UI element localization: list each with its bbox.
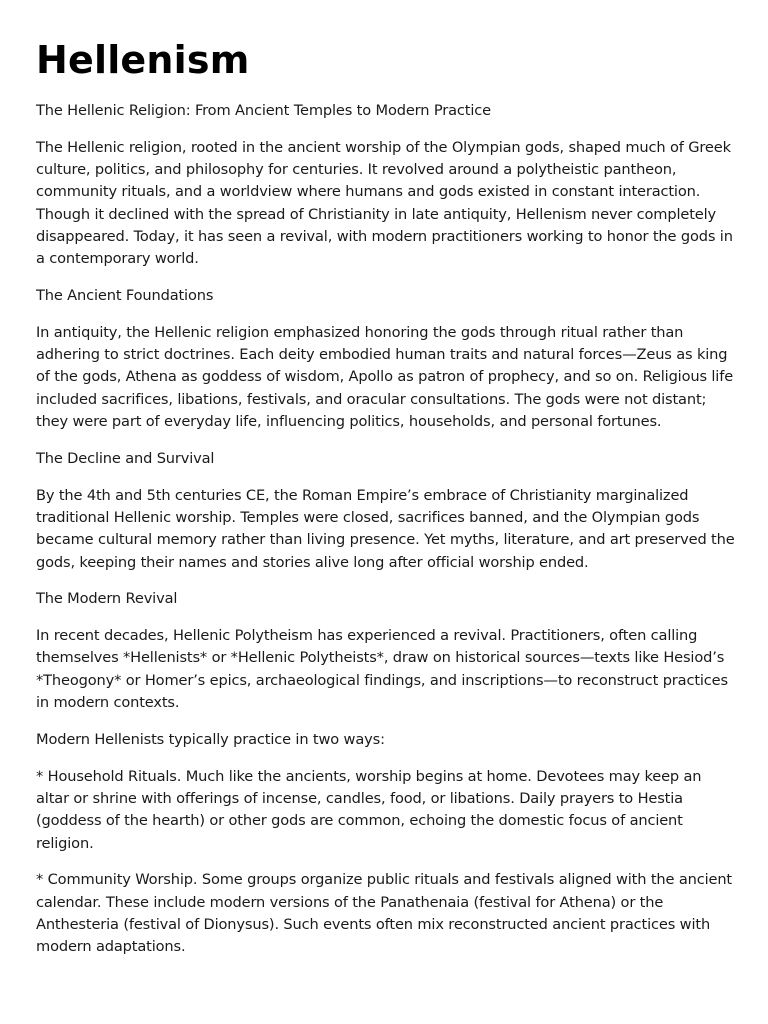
intro-paragraph: The Hellenic religion, rooted in the ancient worship of the Olympian gods, shaped much of Greek culture, politics, and philosophy for centuries. It revolved around a polytheistic pantheon, community rituals, and a worldview where humans and gods existed in constant interaction. Though it declined with the spread of Christianity in late antiquity, Hellenism never completely disappeared. Today, it has seen a revival, with modern practitioners working to honor the gods in a contemporary world. xyxy=(36,138,733,268)
section-heading-ancient-foundations: The Ancient Foundations xyxy=(36,287,214,305)
section-body-decline-survival: By the 4th and 5th centuries CE, the Roman Empire’s embrace of Christianity marginalized traditional Hellenic worship. Temples were closed, sacrifices banned, and the Olympian gods became cultural memory rather than living presence. Yet myths, literature, and art preserved the gods, keeping their names and stories alive long after official worship ended. xyxy=(36,486,735,571)
section-heading-modern-revival: The Modern Revival xyxy=(36,590,178,608)
document-subtitle: The Hellenic Religion: From Ancient Temples to Modern Practice xyxy=(36,102,491,119)
practice-community-worship: * Community Worship. Some groups organize public rituals and festivals aligned with the ancient calendar. These include modern versions of the Panathenaia (festival for Athena) or the Anthesteria (festival of Dionysus). Such events often mix reconstructed ancient practices with modern adaptations. xyxy=(36,871,732,956)
section-body-modern-revival: In recent decades, Hellenic Polytheism has experienced a revival. Practitioners, often calling themselves *Hellenists* or *Hellenic Polytheists*, draw on historical sources—texts like Hesiod’s *Theogony* or Homer’s epics, archaeological findings, and inscriptions—to reconstruct practices in modern contexts. xyxy=(36,627,728,712)
section-body-ancient-foundations: In antiquity, the Hellenic religion emphasized honoring the gods through ritual rather than adhering to strict doctrines. Each deity embodied human traits and natural forces—Zeus as king of the gods, Athena as goddess of wisdom, Apollo as patron of prophecy, and so on. Religious life included sacrifices, libations, festivals, and oracular consultations. The gods were not distant; they were part of everyday life, influencing politics, households, and personal fortunes. xyxy=(36,323,734,431)
section-heading-decline-survival: The Decline and Survival xyxy=(36,449,215,467)
practice-intro: Modern Hellenists typically practice in two ways: xyxy=(36,730,385,748)
document-page xyxy=(36,34,736,973)
document-title: Hellenism xyxy=(36,38,250,82)
practice-household-rituals: * Household Rituals. Much like the ancients, worship begins at home. Devotees may keep an altar or shrine with offerings of incense, candles, food, or libations. Daily prayers to Hestia (goddess of the hearth) or other gods are common, echoing the domestic focus of ancient religion. xyxy=(36,767,702,852)
